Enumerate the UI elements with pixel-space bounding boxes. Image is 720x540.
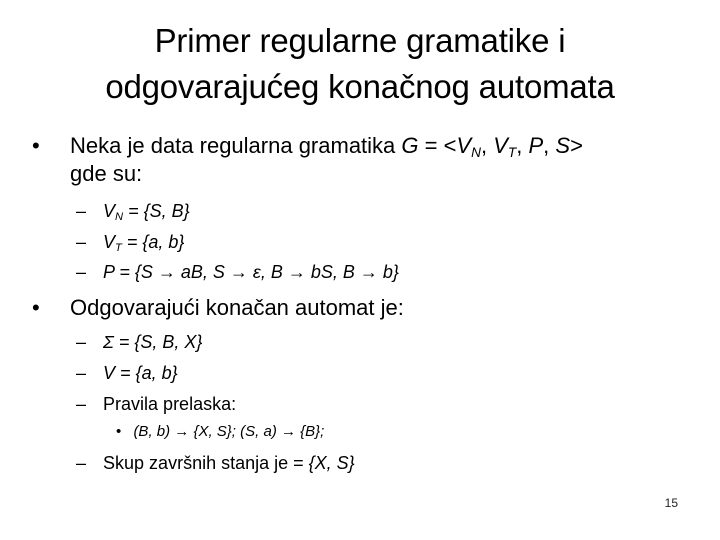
dash-marker: –: [76, 394, 87, 414]
slide-title-line-1: Primer regularne gramatike i: [154, 22, 566, 59]
sub-item-vt: – $V_T = \{a$, b}: [76, 232, 185, 255]
dash-marker: –: [76, 363, 87, 383]
bullet-grammar-line2: gde su:: [70, 161, 143, 186]
dash-marker: –: [76, 232, 87, 252]
dash-marker: –: [76, 201, 87, 221]
sub-sub-item-transitions: • (B, b) → {X, S}; (S, a) → {B};: [116, 423, 325, 440]
dash-marker: –: [76, 453, 87, 473]
sub-item-final-states: – Skup završnih stanja je = {X, S}: [76, 453, 355, 473]
page-number: 15: [664, 496, 678, 510]
bullet-grammar: [32, 132, 583, 160]
dash-marker: –: [76, 262, 87, 282]
sub-item-sigma: – Σ = {S, B, X}: [76, 332, 203, 352]
bullet-dot: •: [32, 295, 40, 320]
dash-marker: –: [76, 332, 87, 352]
slide-title: [40, 18, 680, 110]
bullet-automaton: • Odgovarajući konačan automat je:: [32, 295, 404, 320]
bullet-dot: •: [116, 423, 122, 440]
sub-item-transition-rules: – Pravila prelaska:: [76, 394, 237, 414]
slide-title-line-2: odgovarajućeg konačnog automata: [105, 68, 615, 105]
sub-item-v: – V = {a, b}: [76, 363, 178, 383]
bullet-grammar-text: Neka je data regularna gramatika $G = <V_N$, $V_T$, P, S>: [70, 133, 583, 160]
sub-item-vn: – $V_N = \{S$, B}: [76, 201, 190, 224]
bullet-dot: •: [32, 133, 40, 158]
sub-item-productions: – P = {S → aB, S → ε, B → bS, B → b}: [76, 262, 399, 282]
